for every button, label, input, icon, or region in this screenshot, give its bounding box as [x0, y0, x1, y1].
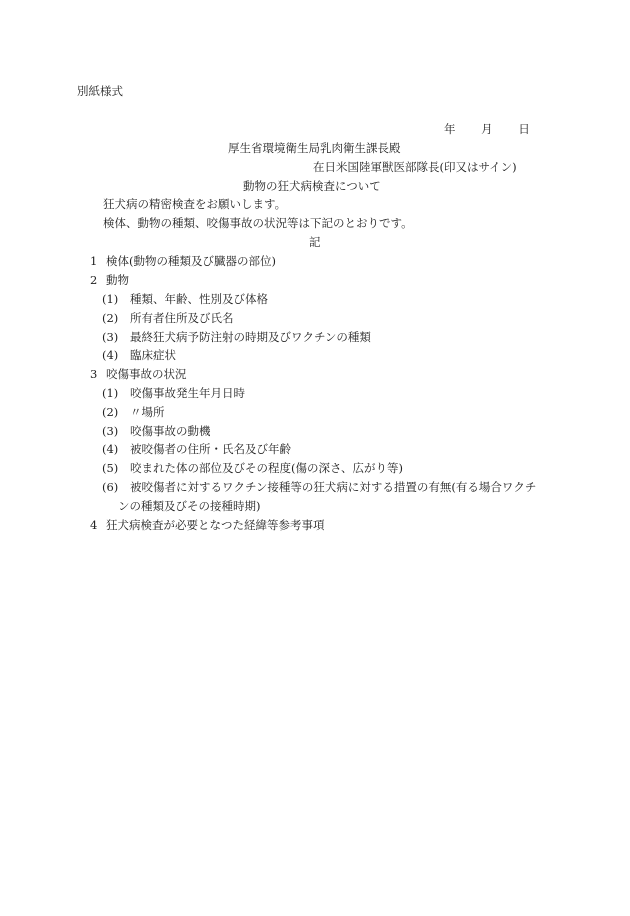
section-text: 検体(動物の種類及び臓器の部位)	[106, 254, 276, 268]
section-2-item-1	[102, 294, 268, 306]
addressee: 厚生省環境衛生局乳肉衛生課長殿	[228, 141, 401, 155]
document-title: 動物の狂犬病検査について	[243, 179, 381, 193]
section-3-item-3	[102, 426, 211, 438]
intro-line-1: 狂犬病の精密検査をお願いします。	[103, 197, 287, 211]
section-number: 3	[90, 367, 98, 381]
item-number: (4)	[102, 442, 119, 456]
item-text: 所有者住所及び氏名	[130, 311, 234, 325]
date-year: 年	[444, 122, 456, 136]
section-1	[90, 256, 276, 268]
item-text: 種類、年齢、性別及び体格	[130, 292, 268, 306]
item-text: 咬まれた体の部位及びその程度(傷の深さ、広がり等)	[130, 461, 404, 475]
date-line	[444, 124, 530, 136]
section-3-item-4	[102, 444, 291, 456]
section-text: 動物	[106, 273, 129, 287]
item-number: (3)	[102, 424, 119, 438]
section-3-item-6-continuation: ンの種類及びその接種時期)	[118, 499, 261, 513]
date-month: 月	[481, 122, 493, 136]
item-text: 被咬傷者の住所・氏名及び年齢	[130, 442, 291, 456]
section-3	[90, 369, 187, 381]
item-number: (5)	[102, 461, 119, 475]
section-3-item-1	[102, 388, 245, 400]
item-text: 臨床症状	[130, 348, 176, 362]
item-number: (2)	[102, 311, 119, 325]
sender: 在日米国陸軍獣医部隊長(印又はサイン)	[313, 160, 517, 174]
form-label: 別紙様式	[77, 84, 123, 98]
item-text: 〃場所	[130, 405, 165, 419]
item-text: 咬傷事故発生年月日時	[130, 386, 245, 400]
section-2-item-4	[102, 350, 176, 362]
item-text: 最終狂犬病予防注射の時期及びワクチンの種類	[130, 330, 371, 344]
section-3-item-2	[102, 407, 165, 419]
item-text: 被咬傷者に対するワクチン接種等の狂犬病に対する措置の有無(有る場合ワクチ	[130, 480, 537, 494]
section-4	[90, 520, 325, 532]
item-number: (1)	[102, 292, 119, 306]
item-number: (6)	[102, 480, 119, 494]
section-number: 4	[90, 518, 98, 532]
section-2-item-2	[102, 313, 234, 325]
section-2	[90, 275, 129, 287]
section-2-item-3	[102, 332, 371, 344]
item-number: (1)	[102, 386, 119, 400]
section-text: 狂犬病検査が必要となつた経緯等参考事項	[106, 518, 325, 532]
intro-line-2: 検体、動物の種類、咬傷事故の状況等は下記のとおりです。	[103, 216, 413, 230]
section-number: 1	[90, 254, 98, 268]
section-3-item-6	[102, 482, 536, 494]
section-text: 咬傷事故の状況	[106, 367, 187, 381]
date-day: 日	[518, 122, 530, 136]
ki-heading: 記	[309, 235, 321, 249]
item-number: (2)	[102, 405, 119, 419]
item-number: (4)	[102, 348, 119, 362]
item-number: (3)	[102, 330, 119, 344]
item-text: 咬傷事故の動機	[130, 424, 211, 438]
section-number: 2	[90, 273, 98, 287]
section-3-item-5	[102, 463, 403, 475]
